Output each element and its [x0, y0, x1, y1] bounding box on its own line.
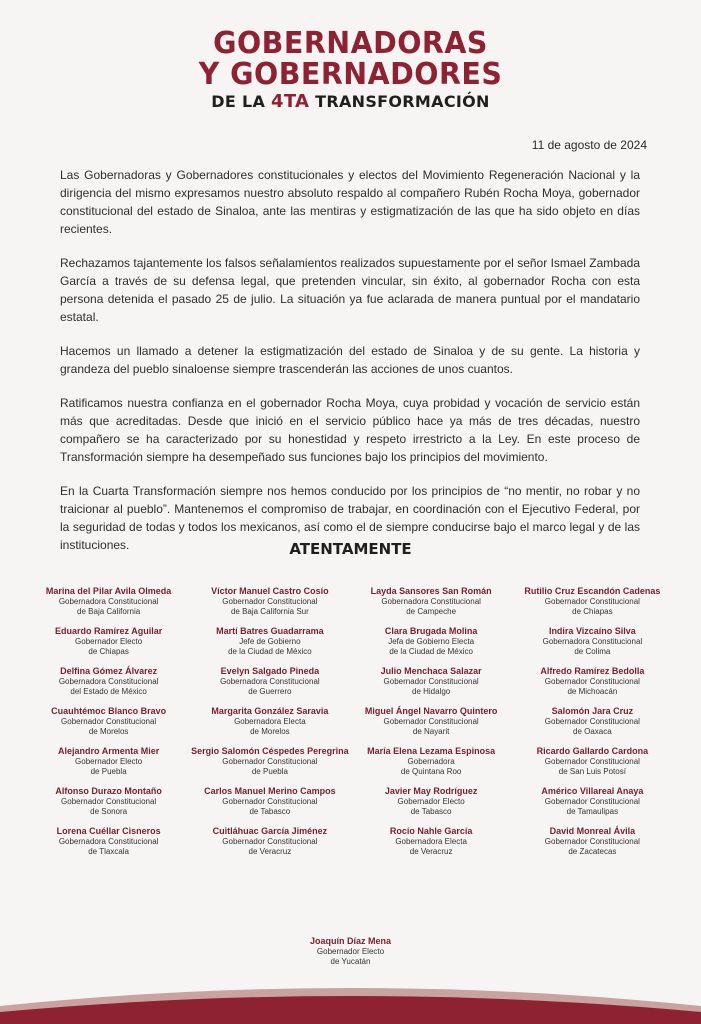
signatory-state: de Veracruz: [248, 847, 292, 856]
signatory-state: de Chiapas: [572, 607, 613, 616]
signature-block: [351, 706, 512, 737]
signature-block: [0, 936, 701, 967]
signatory-state: de Tlaxcala: [88, 847, 129, 856]
signature-block: [189, 746, 350, 777]
signatory-state: de Chiapas: [88, 647, 129, 656]
signatory-role: Gobernador Electo: [75, 637, 143, 646]
signatory-state: de Morelos: [88, 727, 129, 736]
signatory-name: Américo Villareal Anaya: [541, 786, 644, 796]
signatory-role: Gobernadora Constitucional: [58, 677, 159, 686]
signatory-name: Cuitláhuac García Jiménez: [212, 826, 328, 836]
signatory-role: Gobernador Constitucional: [383, 717, 479, 726]
signatory-name: Rutilio Cruz Escandón Cadenas: [524, 586, 661, 596]
signature-block: [351, 666, 512, 697]
paragraph: En la Cuarta Transformación siempre nos hemos conducido por los principios de “no mentir, no robar y no traicionar al pueblo”. Mantenemos el compromiso de trabajar, en coordinación con el Ejecutivo Federal, por la seguridad de todas y todos los mexicanos, así como el de siempre conducirse bajo el marco legal y de las instituciones.: [60, 484, 640, 552]
closing-salutation: ATENTAMENTE: [289, 540, 412, 558]
letterhead-line-1: GOBERNADORAS: [213, 26, 488, 61]
signatory-role: Gobernador Constitucional: [222, 757, 318, 766]
signature-block: [189, 626, 350, 657]
signatory-state: de Veracruz: [409, 847, 453, 856]
signatory-state: de Puebla: [251, 767, 288, 776]
document-date: 11 de agosto de 2024: [531, 138, 647, 152]
paragraph: Hacemos un llamado a detener la estigmatización del estado de Sinaloa y de su gente. La historia y grandeza del pueblo sinaloense siempre trascenderán las acciones de unos cuantos.: [60, 344, 640, 376]
signatory-name: Víctor Manuel Castro Cosío: [211, 586, 329, 596]
signature-block: [351, 786, 512, 817]
signatory-role: Gobernador Constitucional: [222, 837, 318, 846]
signatory-state: de Sonora: [90, 807, 128, 816]
signatory-state: de Campeche: [406, 607, 457, 616]
signatory-name: Salomón Jara Cruz: [551, 706, 634, 716]
signatory-role: Gobernadora Electa: [395, 837, 467, 846]
signatory-role: Gobernadora Constitucional: [58, 597, 159, 606]
signatory-role: Gobernador Constitucional: [383, 677, 479, 686]
signatory-role: Gobernador Electo: [397, 797, 465, 806]
signatory-role: Gobernadora Constitucional: [58, 837, 159, 846]
signatory-name: David Monreal Ávila: [549, 826, 636, 836]
letterhead: [0, 28, 701, 112]
signature-block: [351, 626, 512, 657]
signature-block: [351, 746, 512, 777]
signatory-role: Gobernadora Constitucional: [542, 637, 643, 646]
paragraph: Rechazamos tajantemente los falsos señalamientos realizados supuestamente por el señor Ismael Zambada García a través de su defensa legal, que pretenden vincular, sin éxito, al gobernador Rocha con esta persona detenida el pasado 25 de julio. La situación ya fue aclarada de manera puntual por el mandatario estatal.: [60, 256, 640, 324]
signature-block: [512, 786, 673, 817]
signatory-name: Delfina Gómez Álvarez: [60, 666, 158, 676]
signatory-name: Lorena Cuéllar Cisneros: [56, 826, 161, 836]
signatory-name: Martí Batres Guadarrama: [216, 626, 324, 636]
signatory-name: Evelyn Salgado Pineda: [220, 666, 320, 676]
letterhead-line-3-accent: 4TA: [271, 91, 310, 112]
signature-block: [512, 666, 673, 697]
signatory-state: de Morelos: [250, 727, 290, 736]
signatory-state: de la Ciudad de México: [389, 647, 473, 656]
signatory-state: de Guerrero: [248, 687, 292, 696]
signatory-role: Gobernador Electo: [316, 947, 385, 956]
signatory-name: Javier May Rodríguez: [384, 786, 478, 796]
signatory-name: Alfonso Durazo Montaño: [55, 786, 162, 796]
signatory-state: de Yucatán: [330, 957, 371, 966]
signature-block: [512, 826, 673, 857]
paragraph: Ratificamos nuestra confianza en el gobernador Rocha Moya, cuya probidad y vocación de servicio están más que acreditadas. Desde que inició en el servicio público hace ya más de tres décadas, nuestro compañero se ha caracterizado por su honestidad y respeto irrestricto a la Ley. En este proceso de Transformación siempre ha desempeñado sus funciones bajo los principios del movimiento.: [60, 396, 640, 464]
signatory-role: Gobernadora: [407, 757, 455, 766]
signature-block: [28, 586, 189, 617]
signature-block: [28, 786, 189, 817]
signatory-state: de Hidalgo: [412, 687, 451, 696]
signatory-role: Gobernadora Constitucional: [381, 597, 481, 606]
signatory-name: Miguel Ángel Navarro Quintero: [364, 706, 498, 716]
signatory-role: Gobernadora Electa: [234, 717, 306, 726]
letterhead-line-3-pre: DE LA: [211, 92, 272, 111]
signatory-state: de Michoacán: [567, 687, 618, 696]
signature-block: [512, 746, 673, 777]
signatory-role: Gobernador Constitucional: [544, 797, 640, 806]
signature-block: [512, 706, 673, 737]
signatory-name: Ricardo Gallardo Cardona: [536, 746, 649, 756]
signatory-name: Indira Vizcaíno Silva: [548, 626, 636, 636]
signatory-name: Cuauhtémoc Blanco Bravo: [51, 706, 167, 716]
signature-block: [28, 746, 189, 777]
signatory-state: de Tamaulipas: [566, 807, 619, 816]
signature-grid: [28, 586, 673, 857]
signature-block: [28, 706, 189, 737]
signatory-state: del Estado de México: [70, 687, 147, 696]
signature-block: [189, 786, 350, 817]
signatory-role: Gobernador Constitucional: [544, 837, 640, 846]
signature-block: [189, 666, 350, 697]
signatory-role: Gobernador Constitucional: [222, 797, 318, 806]
signatory-state: de San Luis Potosí: [558, 767, 626, 776]
signatory-state: de Zacatecas: [568, 847, 617, 856]
signatory-name: María Elena Lezama Espinosa: [367, 746, 496, 756]
signature-block: [28, 626, 189, 657]
signature-block: [189, 706, 350, 737]
signatory-name: Clara Brugada Molina: [384, 626, 478, 636]
signatory-name: Alfredo Ramírez Bedolla: [540, 666, 645, 676]
signatory-name: Julio Menchaca Salazar: [380, 666, 482, 676]
signatory-role: Gobernador Constitucional: [544, 717, 640, 726]
signatory-state: de la Ciudad de México: [228, 647, 312, 656]
signature-block: [512, 586, 673, 617]
signature-block: [28, 826, 189, 857]
signatory-role: Gobernadora Constitucional: [220, 677, 320, 686]
signatory-name: Eduardo Ramírez Aguilar: [55, 626, 163, 636]
signatory-state: de Nayarit: [412, 727, 450, 736]
paragraph: Las Gobernadoras y Gobernadores constitucionales y electos del Movimiento Regeneración Nacional y la dirigencia del mismo expresamos nuestro absoluto respaldo al compañero Rubén Rocha Moya, gobernador constitucional del estado de Sinaloa, ante las mentiras y estigmatización de las que ha sido objeto en días recientes.: [60, 168, 640, 236]
footer-decorative-band: [0, 976, 701, 1024]
signatory-name: Marina del Pilar Avila Olmeda: [45, 586, 172, 596]
signatory-role: Jefe de Gobierno: [239, 637, 301, 646]
signatory-state: de Colima: [574, 647, 611, 656]
signatory-role: Jefa de Gobierno Electa: [388, 637, 475, 646]
signatory-state: de Baja California: [77, 607, 141, 616]
signatory-state: de Oaxaca: [573, 727, 612, 736]
signatory-role: Gobernador Constitucional: [61, 717, 157, 726]
signatory-state: de Quintana Roo: [400, 767, 462, 776]
signatory-name: Joaquín Díaz Mena: [309, 936, 391, 946]
signatory-name: Margarita González Saravia: [211, 706, 329, 716]
signatory-role: Gobernador Constitucional: [544, 677, 640, 686]
signatory-role: Gobernador Constitucional: [61, 797, 157, 806]
signatory-state: de Puebla: [90, 767, 127, 776]
signatory-state: de Baja California Sur: [230, 607, 309, 616]
signatory-name: Sergio Salomón Céspedes Peregrina: [191, 746, 349, 756]
signatory-name: Alejandro Armenta Mier: [58, 746, 160, 756]
letterhead-line-3-post: TRANSFORMACIÓN: [309, 92, 490, 111]
signatory-role: Gobernador Constitucional: [544, 757, 640, 766]
signatory-role: Gobernador Electo: [75, 757, 143, 766]
signatory-role: Gobernador Constitucional: [222, 597, 318, 606]
letterhead-line-2: Y GOBERNADORES: [198, 57, 503, 92]
signatory-name: Layda Sansores San Román: [370, 586, 492, 596]
letter-body: [60, 166, 640, 570]
signatory-name: Rocío Nahle García: [389, 826, 473, 836]
signature-block: [351, 586, 512, 617]
signature-block: [189, 586, 350, 617]
signatory-state: de Tabasco: [410, 807, 452, 816]
signatory-state: de Tabasco: [249, 807, 291, 816]
signature-block: [351, 826, 512, 857]
signatory-name: Carlos Manuel Merino Campos: [204, 786, 336, 796]
letterhead-line-3: [0, 92, 701, 112]
signature-block: [512, 626, 673, 657]
signature-block: [189, 826, 350, 857]
signatory-role: Gobernador Constitucional: [544, 597, 640, 606]
signature-block: [28, 666, 189, 697]
